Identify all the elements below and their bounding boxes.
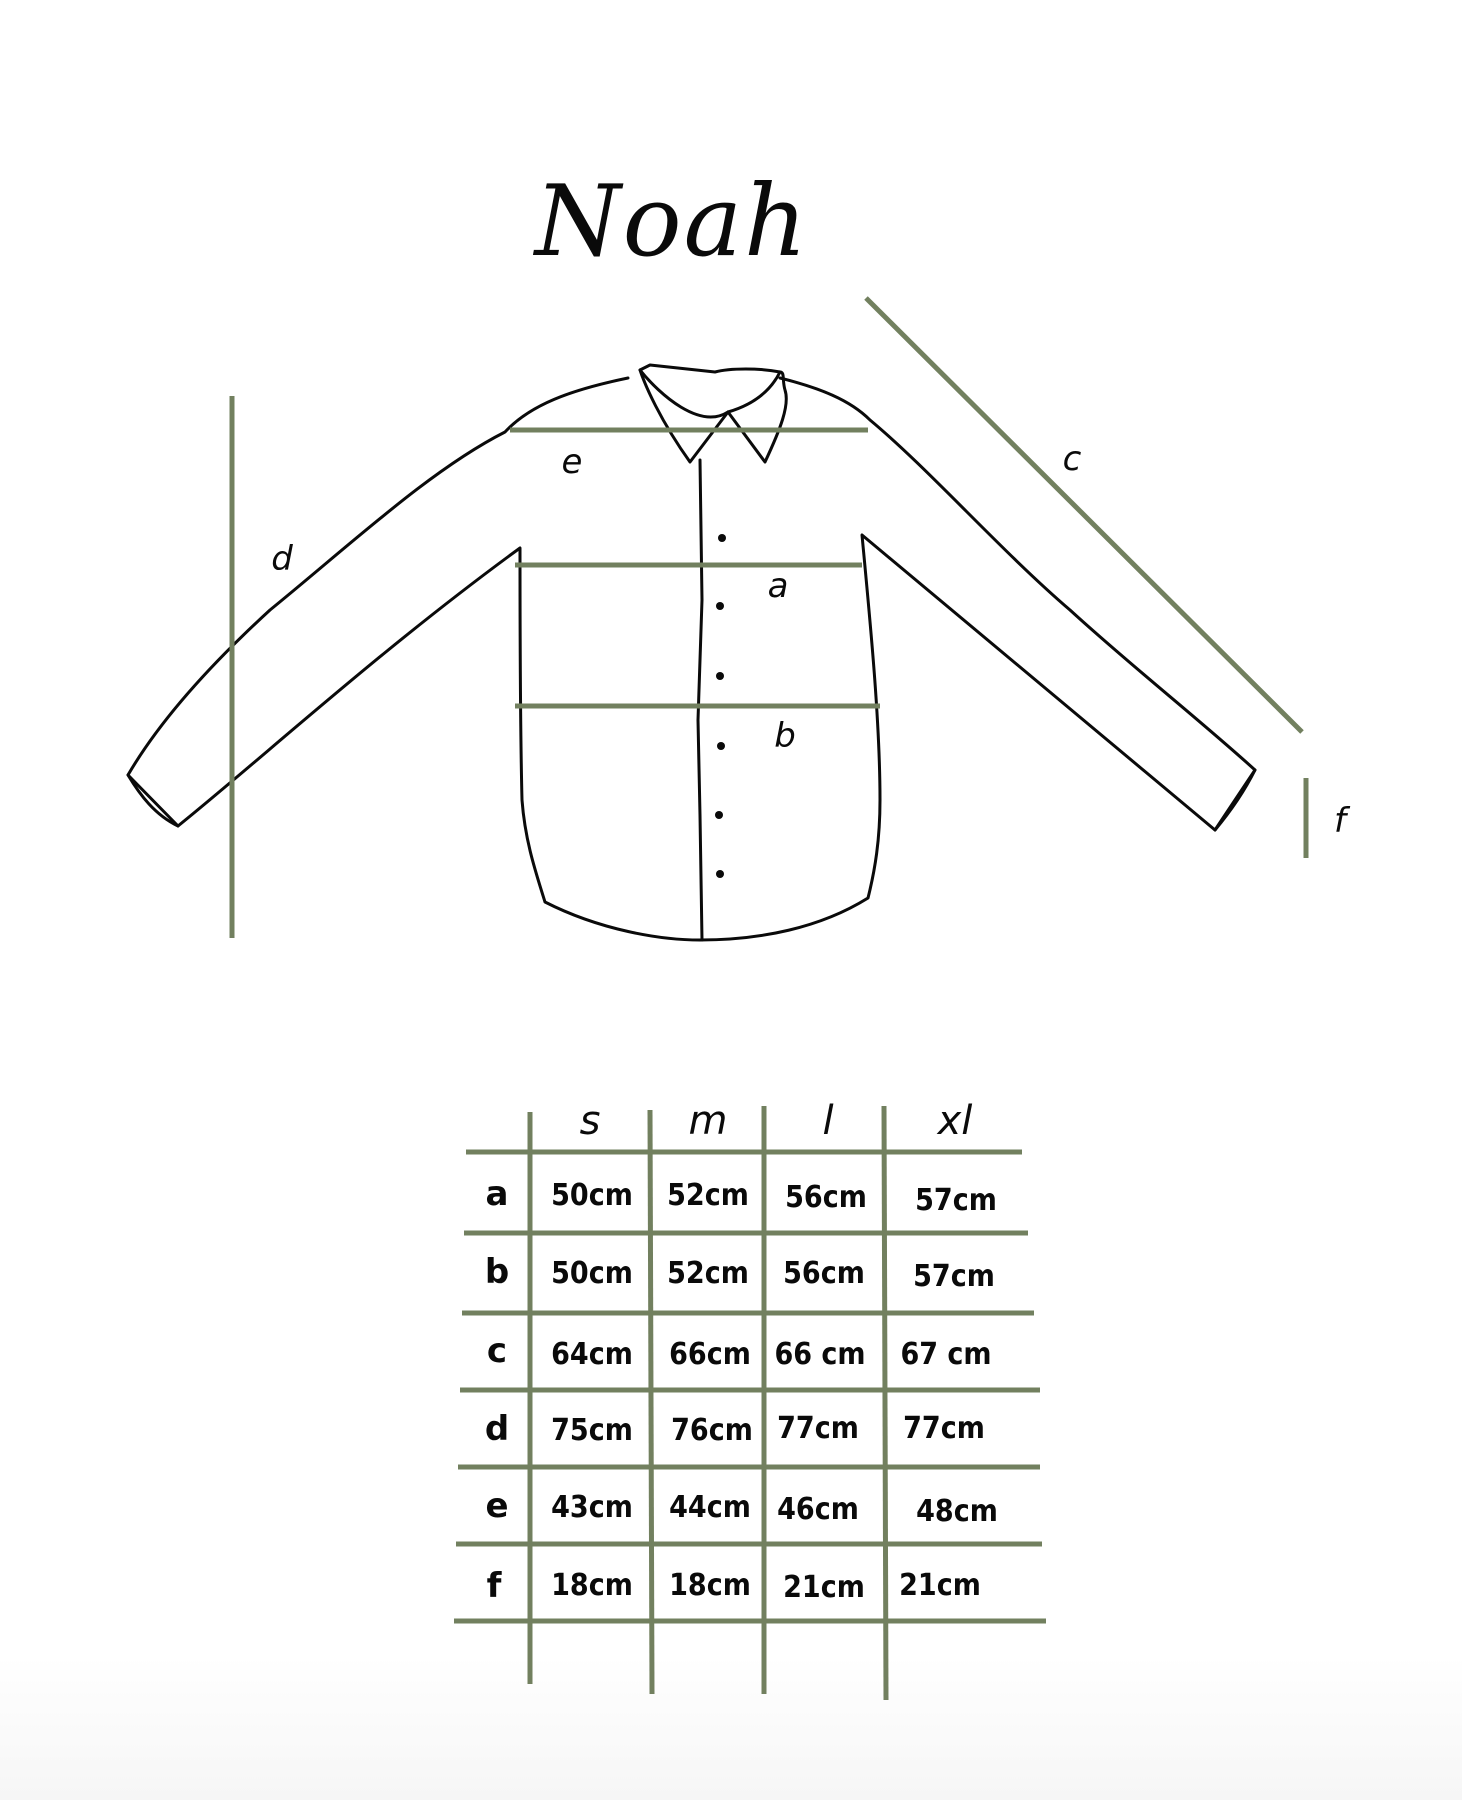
table-rule <box>650 1110 652 1694</box>
shirt-right-outline <box>700 378 1255 940</box>
table-cell: 46cm <box>777 1492 859 1527</box>
table-cell: 67 cm <box>900 1337 992 1372</box>
column-header-s: s <box>579 1098 601 1144</box>
table-cell: 66 cm <box>774 1337 866 1372</box>
table-cell: 75cm <box>551 1413 633 1448</box>
column-header-l: l <box>822 1098 834 1144</box>
label-c: c <box>1062 439 1082 479</box>
row-label-d: d <box>484 1409 510 1449</box>
label-e: e <box>561 442 583 482</box>
table-cell: 18cm <box>551 1568 633 1603</box>
column-header-xl: xl <box>937 1098 973 1144</box>
table-cell: 21cm <box>899 1568 981 1603</box>
page-title: Noah <box>534 165 810 279</box>
button-placket <box>698 460 702 940</box>
column-header-m: m <box>688 1098 728 1144</box>
table-cell: 76cm <box>671 1413 753 1448</box>
table-cell: 48cm <box>916 1494 998 1529</box>
row-label-a: a <box>485 1174 509 1214</box>
table-cell: 77cm <box>777 1411 859 1446</box>
table-cell: 50cm <box>551 1178 633 1213</box>
shirt-button <box>715 811 723 819</box>
table-cell: 52cm <box>667 1256 749 1291</box>
row-label-e: e <box>485 1486 509 1526</box>
measure-line-c <box>866 298 1302 732</box>
shirt-button <box>716 870 724 878</box>
label-a: a <box>767 566 789 606</box>
size-table <box>454 1098 1046 1700</box>
table-cell: 64cm <box>551 1337 633 1372</box>
table-cell: 57cm <box>913 1259 995 1294</box>
row-label-f: f <box>486 1566 502 1606</box>
shirt-button <box>716 672 724 680</box>
shirt-illustration <box>128 365 1255 940</box>
measurement-lines <box>232 298 1306 938</box>
row-label-b: b <box>484 1252 510 1292</box>
table-cell: 18cm <box>669 1568 751 1603</box>
table-rule <box>884 1106 886 1700</box>
collar-band <box>640 370 780 417</box>
label-d: d <box>271 539 293 579</box>
measurement-labels <box>271 439 1351 841</box>
shirt-button <box>718 534 726 542</box>
row-label-c: c <box>486 1331 508 1371</box>
shirt-button <box>717 742 725 750</box>
table-cell: 52cm <box>667 1178 749 1213</box>
table-cell: 21cm <box>783 1570 865 1605</box>
table-cell: 56cm <box>785 1180 867 1215</box>
label-b: b <box>774 716 796 756</box>
shirt-collar <box>640 365 786 462</box>
table-cell: 77cm <box>903 1411 985 1446</box>
table-cell: 56cm <box>783 1256 865 1291</box>
shirt-button <box>716 602 724 610</box>
shirt-left-outline <box>128 378 700 940</box>
table-cell: 44cm <box>669 1490 751 1525</box>
label-f: f <box>1334 801 1346 841</box>
table-cell: 57cm <box>915 1183 997 1218</box>
table-cell: 43cm <box>551 1490 633 1525</box>
table-cell: 50cm <box>551 1256 633 1291</box>
table-cell: 66cm <box>669 1337 751 1372</box>
